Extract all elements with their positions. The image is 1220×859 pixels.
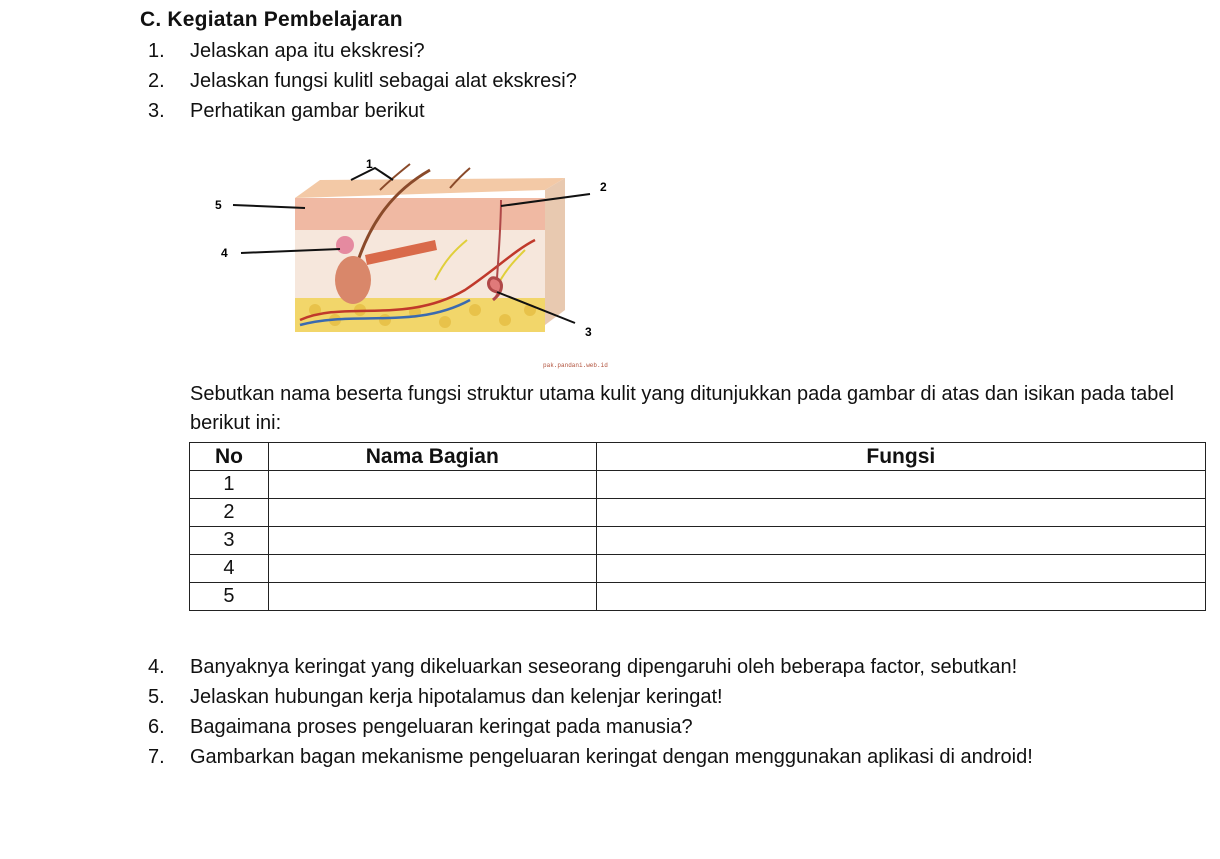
figure-label-4: 4 <box>221 246 228 260</box>
header-fungsi: Fungsi <box>596 443 1205 471</box>
question-number: 3. <box>148 100 165 122</box>
table-row <box>190 555 1206 583</box>
row-nama-bagian-cell[interactable] <box>268 499 596 527</box>
header-no: No <box>190 443 269 471</box>
figure-label-5: 5 <box>215 198 222 212</box>
question-text: Banyaknya keringat yang dikeluarkan seseorang dipengaruhi oleh beberapa factor, sebutkan! <box>190 656 1018 678</box>
question-list-top <box>148 36 577 126</box>
answer-table <box>189 442 1206 611</box>
skin-surface <box>295 178 565 198</box>
row-no: 2 <box>190 499 269 527</box>
question-list-bottom <box>148 652 1033 772</box>
question-text: Jelaskan apa itu ekskresi? <box>190 40 425 62</box>
skin-cross-section-figure <box>205 150 655 370</box>
table-row <box>190 527 1206 555</box>
row-nama-bagian-cell[interactable] <box>268 527 596 555</box>
question-item <box>148 66 577 96</box>
question-number: 7. <box>148 746 165 768</box>
row-fungsi-cell[interactable] <box>596 583 1205 611</box>
question-text: Perhatikan gambar berikut <box>190 100 425 122</box>
row-nama-bagian-cell[interactable] <box>268 583 596 611</box>
label-5-line <box>233 205 305 208</box>
row-no: 4 <box>190 555 269 583</box>
question-number: 1. <box>148 40 165 62</box>
question-text: Gambarkan bagan mekanisme pengeluaran keringat dengan menggunakan aplikasi di android! <box>190 746 1033 768</box>
section-heading: C. Kegiatan Pembelajaran <box>140 8 403 31</box>
figure-label-3: 3 <box>585 325 592 339</box>
header-nama-bagian: Nama Bagian <box>268 443 596 471</box>
row-fungsi-cell[interactable] <box>596 555 1205 583</box>
row-fungsi-cell[interactable] <box>596 471 1205 499</box>
table-instruction: Sebutkan nama beserta fungsi struktur utama kulit yang ditunjukkan pada gambar di atas dan isikan pada tabel berikut ini: <box>190 383 1174 434</box>
question-text: Jelaskan hubungan kerja hipotalamus dan kelenjar keringat! <box>190 686 723 708</box>
question-item <box>148 712 1033 742</box>
question-text: Jelaskan fungsi kulitl sebagai alat ekskresi? <box>190 70 577 92</box>
table-row <box>190 471 1206 499</box>
figure-label-1: 1 <box>366 157 373 171</box>
row-fungsi-cell[interactable] <box>596 527 1205 555</box>
table-row <box>190 499 1206 527</box>
question-item <box>148 652 1033 682</box>
question-item <box>148 36 577 66</box>
sebaceous-gland <box>336 236 354 254</box>
question-number: 2. <box>148 70 165 92</box>
question-number: 5. <box>148 686 165 708</box>
question-number: 4. <box>148 656 165 678</box>
row-nama-bagian-cell[interactable] <box>268 471 596 499</box>
row-no: 1 <box>190 471 269 499</box>
row-fungsi-cell[interactable] <box>596 499 1205 527</box>
question-text: Bagaimana proses pengeluaran keringat pada manusia? <box>190 716 693 738</box>
row-no: 5 <box>190 583 269 611</box>
hair-follicle <box>335 256 371 304</box>
dermis-layer <box>295 230 545 298</box>
question-item <box>148 682 1033 712</box>
row-no: 3 <box>190 527 269 555</box>
figure-watermark: pak.pandani.web.id <box>543 362 608 369</box>
question-item <box>148 96 577 126</box>
skin-diagram <box>205 150 655 370</box>
epidermis-layer <box>295 198 545 230</box>
figure-label-2: 2 <box>600 180 607 194</box>
question-item <box>148 742 1033 772</box>
table-header-row <box>190 443 1206 471</box>
table-row <box>190 583 1206 611</box>
row-nama-bagian-cell[interactable] <box>268 555 596 583</box>
question-number: 6. <box>148 716 165 738</box>
